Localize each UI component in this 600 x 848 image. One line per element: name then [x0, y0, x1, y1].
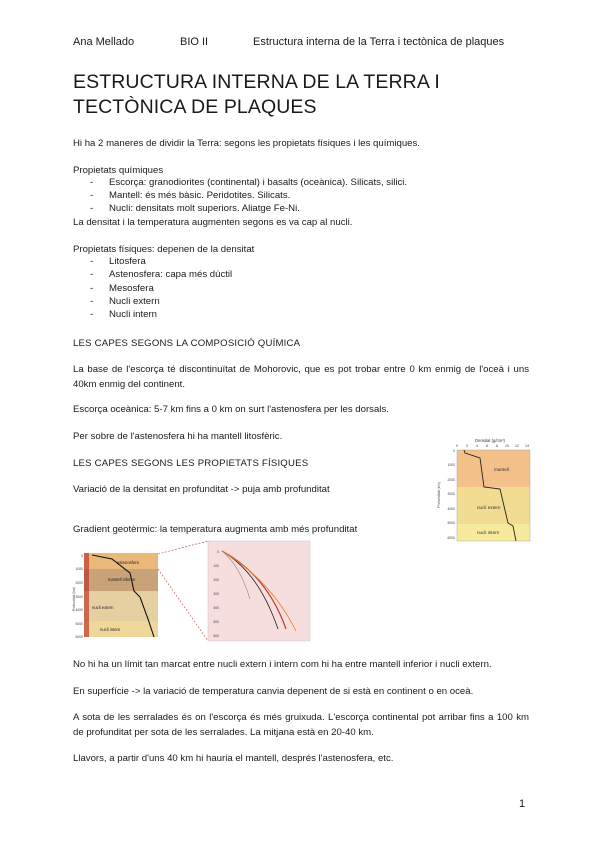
y-tick: 5000	[447, 521, 455, 525]
y-tick: 4000	[447, 507, 455, 511]
density-label-mantle: mantell	[494, 467, 509, 472]
y-tick: 6000	[75, 635, 83, 639]
x-tick: 14	[525, 444, 529, 448]
list-item: Nucli extern	[109, 296, 160, 307]
geotherm-figure	[72, 539, 312, 643]
density-figure-title: Densitat (g/cm³)	[475, 438, 505, 443]
physical-heading: Propietats físiques: depenen de la densitat	[73, 244, 255, 255]
paragraph: A sota de les serralades és on l'escorça és més gruixuda. L'escorça continental pot arribar fins a 100 km de profunditat per sota de les serralades. La mitjana està en 20-40 km.	[73, 712, 529, 738]
list-item: Litosfera	[109, 256, 146, 267]
geotherm-ylabel: Profunditat (km)	[72, 586, 76, 612]
header-topic: Estructura interna de la Terra i tectònica de plaques	[253, 36, 505, 48]
chemical-note: La densitat i la temperatura augmenten segons es va cap al nucli.	[73, 217, 353, 228]
x-tick: 10	[505, 444, 509, 448]
geotherm-layer-inner-core	[84, 621, 158, 637]
y-tick: 6000	[447, 536, 455, 540]
section-heading-physical: LES CAPES SEGONS LES PROPIETATS FÍSIQUES	[73, 458, 309, 469]
geotherm-zoom-panel	[208, 541, 310, 641]
geotherm-label: astenosfera	[117, 560, 139, 565]
x-tick: 8	[496, 444, 498, 448]
y-tick: 2000	[447, 478, 455, 482]
geotherm-label: nucli intern	[100, 627, 121, 632]
y-tick: 600	[213, 634, 219, 638]
paragraph: No hi ha un límit tan marcat entre nucli extern i intern com hi ha entre mantell inferior i nucli extern.	[73, 659, 492, 670]
header-author: Ana Mellado	[73, 36, 135, 48]
page-number: 1	[519, 798, 526, 810]
paragraph: En superfície -> la variació de temperatura canvia depenent de si està en continent o en oceà.	[73, 686, 474, 697]
list-item: Mantell: és més bàsic. Peridotites. Silicats.	[109, 190, 291, 201]
x-tick: 6	[486, 444, 488, 448]
list-bullet: -	[90, 283, 94, 294]
y-tick: 500	[213, 620, 219, 624]
paragraph: Llavors, a partir d'uns 40 km hi hauria el mantell, després l'astenosfera, etc.	[73, 753, 394, 764]
y-tick: 3000	[75, 595, 83, 599]
paragraph: Escorça oceànica: 5-7 km fins a 0 km on surt l'astenosfera per les dorsals.	[73, 404, 389, 415]
paragraph: Variació de la densitat en profunditat -> puja amb profunditat	[73, 484, 330, 495]
density-label-inner-core: nucli intern	[477, 530, 500, 535]
y-tick: 0	[217, 550, 219, 554]
y-tick: 300	[213, 592, 219, 596]
page-title: ESTRUCTURA INTERNA DE LA TERRA I TECTÒNICA DE PLAQUES	[73, 71, 440, 118]
y-tick: 4000	[75, 608, 83, 612]
list-item: Astenosfera: capa més dúctil	[109, 269, 233, 280]
paragraph: Gradient geotèrmic: la temperatura augmenta amb més profunditat	[73, 524, 358, 535]
list-bullet: -	[90, 296, 94, 307]
list-bullet: -	[90, 203, 94, 214]
y-tick: 5000	[75, 622, 83, 626]
list-bullet: -	[90, 177, 94, 188]
list-bullet: -	[90, 190, 94, 201]
paragraph: La base de l'escorça té discontinuïtat de Mohorovic, que es pot trobar entre 0 km enmig de l'oceà i uns 40km enmig del continent.	[73, 364, 529, 390]
list-bullet: -	[90, 269, 94, 280]
density-y-ticks	[447, 449, 455, 540]
density-x-ticks	[456, 444, 529, 448]
section-heading-chemical: LES CAPES SEGONS LA COMPOSICIÓ QUÍMICA	[73, 338, 301, 349]
y-tick: 400	[213, 606, 219, 610]
chemical-heading: Propietats químiques	[73, 165, 164, 176]
x-tick: 0	[456, 444, 458, 448]
intro-text: Hi ha 2 maneres de dividir la Terra: segons les propietats físiques i les químiques.	[73, 138, 420, 149]
x-tick: 2	[466, 444, 468, 448]
list-item: Escorça: granodiorites (continental) i basalts (oceànica). Silicats, silici.	[109, 177, 408, 188]
y-tick: 0	[81, 554, 83, 558]
y-tick: 2000	[75, 581, 83, 585]
y-tick: 100	[213, 564, 219, 568]
list-bullet: -	[90, 256, 94, 267]
y-tick: 0	[453, 449, 455, 453]
paragraph: Per sobre de l'astenosfera hi ha mantell litosfèric.	[73, 431, 283, 442]
density-ylabel: Profunditat (km)	[437, 482, 441, 508]
density-depth-figure	[432, 433, 532, 545]
list-item: Mesosfera	[109, 283, 154, 294]
y-tick: 200	[213, 578, 219, 582]
x-tick: 12	[515, 444, 519, 448]
x-tick: 4	[476, 444, 478, 448]
geotherm-label: nucli extern	[92, 605, 114, 610]
geotherm-label: mantell inferior	[108, 577, 136, 582]
y-tick: 1000	[75, 567, 83, 571]
y-tick: 3000	[447, 492, 455, 496]
y-tick: 1000	[447, 463, 455, 467]
header-course: BIO II	[180, 36, 209, 48]
list-bullet: -	[90, 309, 94, 320]
list-item: Nucli intern	[109, 309, 157, 320]
list-item: Nucli: densitats molt superiors. Aliatge Fe-Ni.	[109, 203, 300, 214]
density-label-outer-core: nucli extern	[477, 505, 501, 510]
